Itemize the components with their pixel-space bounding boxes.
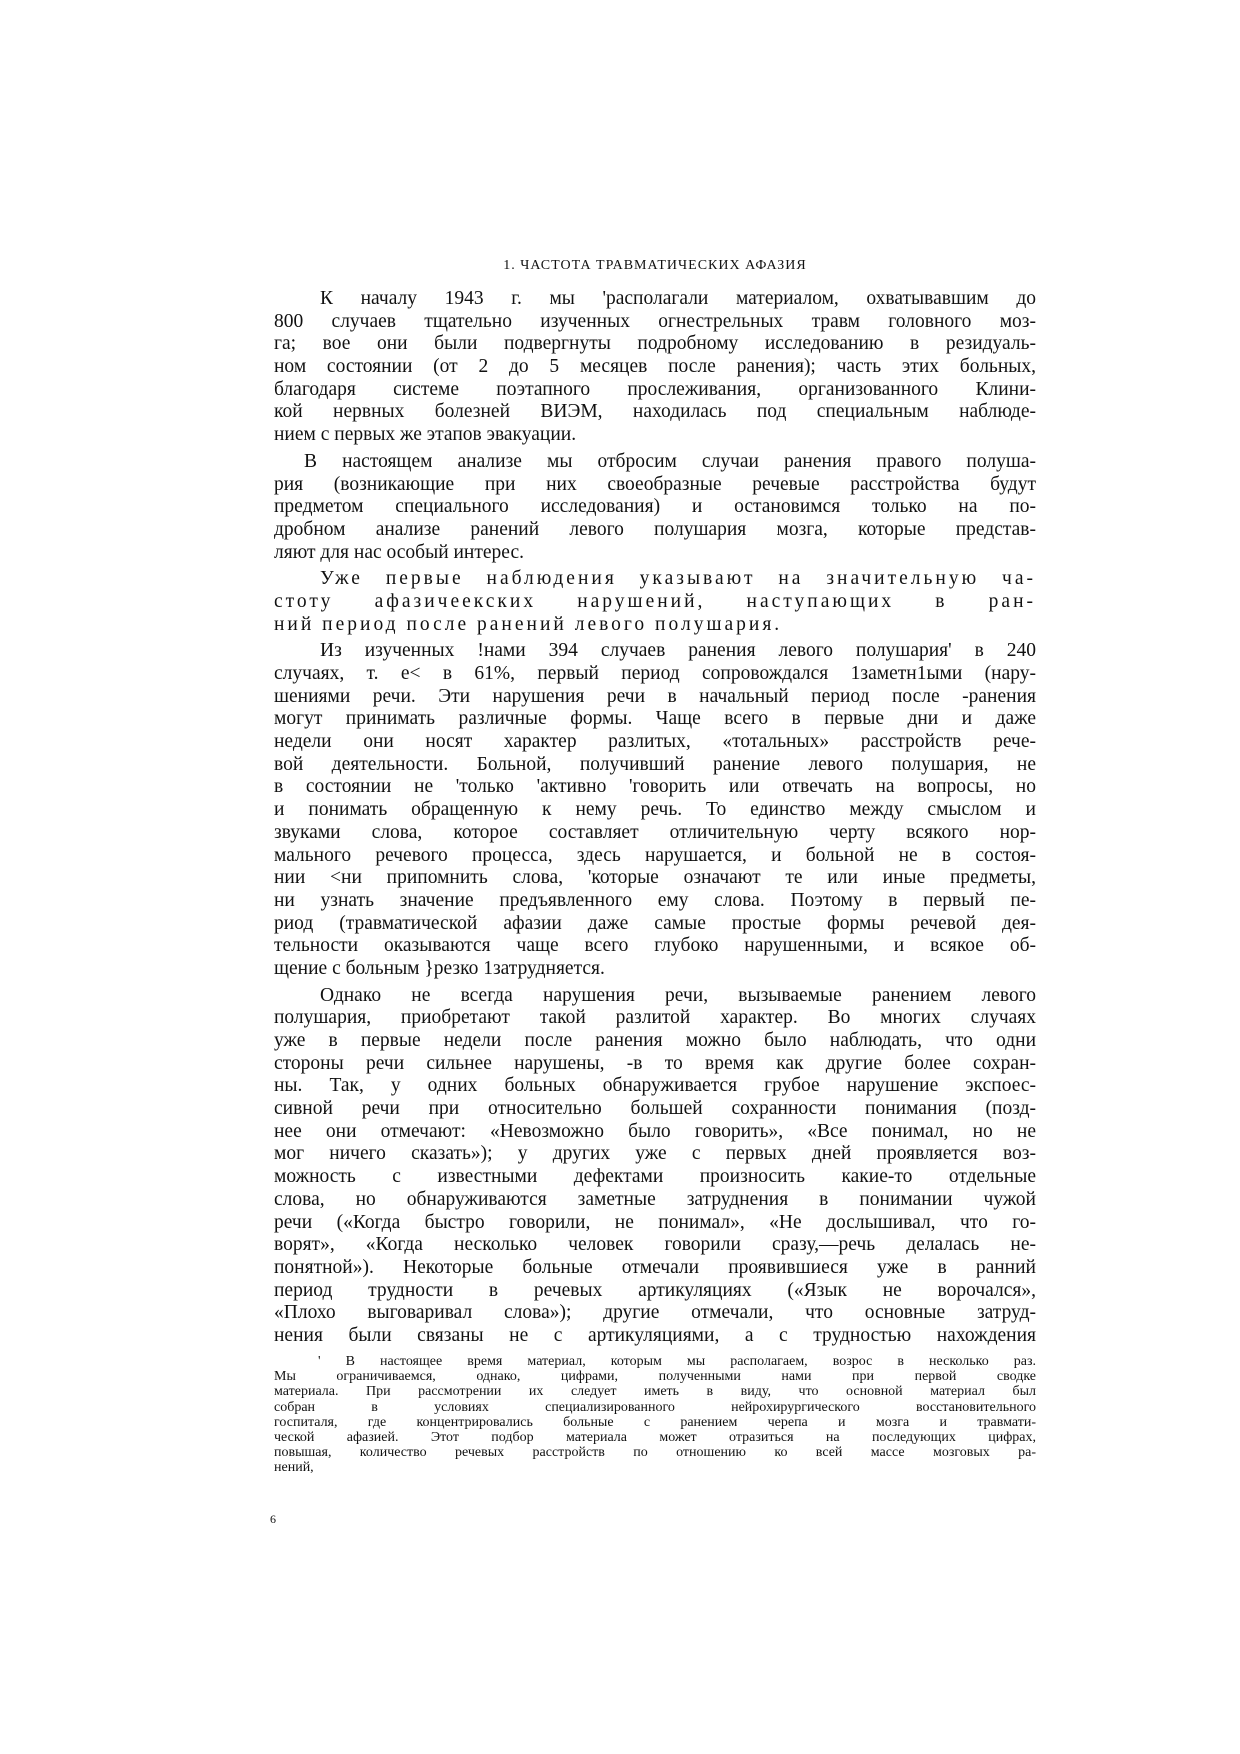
footnote-line: ческой афазией. Этот подбор материала может отразиться на последующих цифрах, bbox=[274, 1429, 1036, 1445]
text-line: Однако не всегда нарушения речи, вызываемые ранением левого bbox=[320, 984, 1036, 1006]
text-line: стоту афазичеекских нарушений, наступающих в ран- bbox=[274, 590, 1036, 612]
text-line: нее они отмечают: «Невозможно было говорить», «Все понимал, но не bbox=[274, 1120, 1036, 1142]
text-line: недели они носят характер разлитых, «тотальных» расстройств рече- bbox=[274, 731, 1036, 753]
text-line: вой деятельности. Больной, получивший ранение левого полушария, не bbox=[274, 753, 1036, 775]
text-line: звуками слова, которое составляет отличительную черту всякого нор- bbox=[274, 821, 1036, 843]
text-line: в состоянии не 'только 'активно 'говорить или отвечать на вопросы, но bbox=[274, 776, 1036, 798]
text-line: могут принимать различные формы. Чаще всего в первые дни и даже bbox=[274, 708, 1036, 730]
page-number: 6 bbox=[270, 1512, 276, 1526]
text-line: Уже первые наблюдения указывают на значительную ча- bbox=[320, 568, 1036, 590]
text-line: благодаря системе поэтапного прослеживания, организованного Клини- bbox=[274, 378, 1036, 400]
text-line: 800 случаев тщательно изученных огнестрельных травм головного моз- bbox=[274, 310, 1036, 332]
text-line: Из изученных !нами 394 случаев ранения левого полушария' в 240 bbox=[320, 640, 1036, 662]
text-line: сивной речи при относительно большей сохранности понимания (позд- bbox=[274, 1098, 1036, 1120]
footnote bbox=[274, 1354, 1036, 1476]
body-text bbox=[274, 288, 1036, 1348]
text-line: ном состоянии (от 2 до 5 месяцев после ранения); часть этих больных, bbox=[274, 356, 1036, 378]
text-line: предметом специального исследования) и остановимся только на по- bbox=[274, 496, 1036, 518]
footnote-line: повышая, количество речевых расстройств по отношению ко всей массе мозговых ра- bbox=[274, 1445, 1036, 1461]
text-line: ворят», «Когда несколько человек говорили сразу,—речь делалась не- bbox=[274, 1234, 1036, 1256]
footnote-line: собран в условиях специализированного нейрохирургического восстановительного bbox=[274, 1399, 1036, 1415]
text-line: можность с известными дефектами произносить какие-то отдельные bbox=[274, 1166, 1036, 1188]
paragraph bbox=[274, 451, 1036, 564]
text-line: ни узнать значение предъявленного ему слова. Поэтому в первый пе- bbox=[274, 889, 1036, 911]
text-line: шениями речи. Эти нарушения речи в начальный период после -ранения bbox=[274, 685, 1036, 707]
text-line: и понимать обращенную к нему речь. То единство между смыслом и bbox=[274, 799, 1036, 821]
text-line: га; вое они были подвергнуты подробному исследованию в резидуаль- bbox=[274, 333, 1036, 355]
footnote-line: ' В настоящее время материал, которым мы располагаем, возрос в несколько раз. bbox=[318, 1354, 1036, 1369]
text-line: уже в первые недели после ранения можно было наблюдать, что одни bbox=[274, 1030, 1036, 1051]
footnote-line: Мы ограничиваемся, однако, цифрами, полученными нами при первой сводке bbox=[274, 1369, 1036, 1385]
text-line: нения были связаны не с артикуляциями, а с трудностью нахождения bbox=[274, 1324, 1036, 1346]
text-line: мального речевого процесса, здесь нарушается, и больной не в состоя- bbox=[274, 844, 1036, 866]
text-line: случаях, т. е< в 61%, первый период сопровождался 1заметн1ыми (нару- bbox=[274, 663, 1036, 684]
text-line: нии <ни припомнить слова, 'которые означают те или иные предметы, bbox=[274, 867, 1036, 889]
paragraph bbox=[274, 288, 1036, 447]
text-line: К началу 1943 г. мы 'располагали материалом, охватывавшим до bbox=[320, 288, 1036, 309]
text-line: риод (травматической афазии даже самые простые формы речевой дея- bbox=[274, 912, 1036, 934]
section-heading: 1. ЧАСТОТА ТРАВМАТИЧЕСКИХ АФАЗИЯ bbox=[503, 258, 807, 273]
text-line: речи («Когда быстро говорили, не понимал», «Не дослышивал, что го- bbox=[274, 1211, 1036, 1233]
text-line: щение с больным }резко 1затрудняется. bbox=[274, 957, 605, 979]
footnote-line: нений, bbox=[274, 1460, 314, 1476]
text-line: «Плохо выговаривал слова»); другие отмечали, что основные затруд- bbox=[274, 1302, 1036, 1324]
footnote-line: материала. При рассмотрении их следует иметь в виду, что основной материал был bbox=[274, 1384, 1036, 1400]
text-line: ляют для нас особый интерес. bbox=[274, 541, 524, 563]
text-line: стороны речи сильнее нарушены, -в то время как другие более сохран- bbox=[274, 1052, 1036, 1074]
paragraph bbox=[274, 985, 1036, 1348]
text-line: период трудности в речевых артикуляциях («Язык не ворочался», bbox=[274, 1279, 1036, 1301]
text-line: тельности оказываются чаще всего глубоко нарушенными, и всякое об- bbox=[274, 935, 1036, 957]
text-line: рия (возникающие при них своеобразные речевые расстройства будут bbox=[274, 473, 1036, 495]
text-line: нием с первых же этапов эвакуации. bbox=[274, 424, 577, 446]
text-line: дробном анализе ранений левого полушария мозга, которые представ- bbox=[274, 518, 1036, 540]
paragraph-emphasis bbox=[274, 568, 1036, 636]
text-line: ны. Так, у одних больных обнаруживается грубое нарушение экспоес- bbox=[274, 1075, 1036, 1097]
text-line: понятной»). Некоторые больные отмечали проявившиеся уже в ранний bbox=[274, 1256, 1036, 1278]
text-line: полушария, приобретают такой разлитой характер. Во многих случаях bbox=[274, 1007, 1036, 1029]
text-line: слова, но обнаруживаются заметные затруднения в понимании чужой bbox=[274, 1188, 1036, 1210]
paragraph bbox=[274, 640, 1036, 980]
text-line: ний период после ранений левого полушария. bbox=[274, 613, 783, 635]
text-line: мог ничего сказать»); у других уже с первых дней проявляется воз- bbox=[274, 1143, 1036, 1165]
text-line: кой нервных болезней ВИЭМ, находилась под специальным наблюде- bbox=[274, 401, 1036, 423]
text-line: В настоящем анализе мы отбросим случаи ранения правого полуша- bbox=[304, 450, 1036, 472]
footnote-line: госпиталя, где концентрировались больные с ранением черепа и мозга и травмати- bbox=[274, 1414, 1036, 1430]
